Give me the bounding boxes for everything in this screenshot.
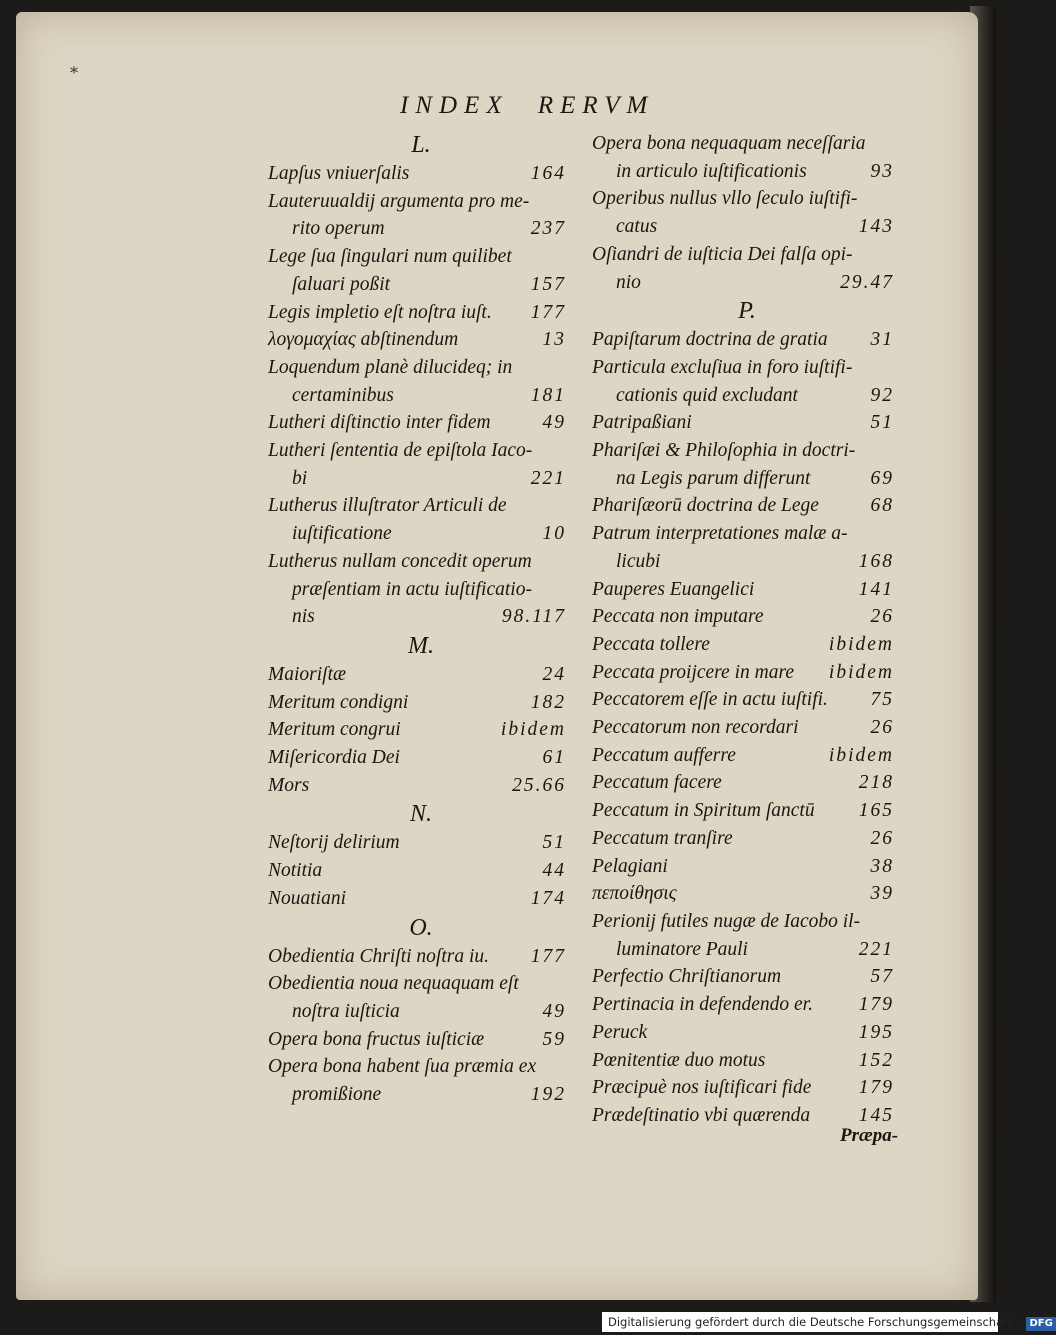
- entry-page-ref: 237: [530, 218, 566, 240]
- entry-text-line: Peccatum tranſire: [592, 827, 733, 849]
- entry-text-line: Lutherus illuſtrator Articuli de: [268, 495, 507, 517]
- catchword: Præpa-: [840, 1125, 899, 1146]
- entry-page-ref: 38: [870, 855, 894, 877]
- entry-page-ref: 141: [858, 578, 894, 600]
- section-letter: O.: [409, 914, 433, 941]
- entry-text-line: Præcipuè nos iuſtificari fide: [592, 1077, 812, 1099]
- entry-page-ref: 168: [858, 550, 894, 572]
- entry-text-line: Lutheri ſententia de epiſtola Iaco-: [268, 440, 533, 462]
- entry-text-line: Mors: [268, 774, 310, 796]
- entry-page-ref: 143: [858, 216, 894, 238]
- index-entry: [592, 326, 902, 354]
- entry-text-line: Pœnitentiæ duo motus: [592, 1049, 766, 1071]
- index-column-left: [268, 130, 574, 1109]
- index-entry: [592, 825, 902, 853]
- index-entry: [268, 409, 574, 437]
- entry-text-line: Nouatiani: [268, 887, 347, 909]
- entry-text-line: Perionij futiles nugæ de Iacobo il-: [592, 910, 861, 932]
- entry-text-line: Opera bona fructus iuſticiæ: [268, 1028, 485, 1050]
- entry-page-ref: 179: [858, 1077, 894, 1099]
- entry-text-line: Patripaßiani: [592, 412, 692, 434]
- entry-page-ref: 26: [870, 827, 894, 849]
- index-entry: [592, 576, 902, 604]
- entry-page-ref: 157: [530, 273, 566, 295]
- header-word-index: INDEX: [400, 92, 509, 119]
- entry-page-ref: 174: [530, 887, 566, 909]
- entry-text-line: Opera bona nequaquam neceſſaria: [592, 133, 866, 154]
- index-entry: [268, 492, 574, 547]
- entry-page-ref: 49: [542, 1000, 566, 1022]
- section-letter: L.: [411, 132, 431, 158]
- index-entry: [592, 659, 902, 687]
- entry-text-line: Peccatorum non recordari: [592, 717, 799, 739]
- entry-page-ref: 51: [870, 412, 894, 434]
- index-entry: [268, 1053, 574, 1108]
- entry-text-line: Obedientia noua nequaquam eſt: [268, 973, 519, 995]
- entry-text-line: Opera bona habent ſua præmia ex: [268, 1056, 537, 1078]
- entry-page-ref: 92: [870, 384, 894, 406]
- index-entry: [592, 1047, 902, 1075]
- entry-page-ref: 75: [870, 689, 894, 711]
- index-entry: [268, 548, 574, 631]
- entry-text-line: catus: [616, 216, 658, 238]
- entry-text-line: Loquendum planè dilucideq; in: [268, 356, 513, 378]
- entry-page-ref: 69: [870, 467, 894, 489]
- index-entry: [268, 772, 574, 800]
- entry-page-ref: ibidem: [500, 719, 566, 741]
- index-entry: [268, 829, 574, 857]
- entry-text-line: Obedientia Chriſti noſtra iu.: [268, 945, 490, 967]
- entry-page-ref: 49: [542, 412, 566, 434]
- index-column-right: [592, 130, 902, 1130]
- entry-text-line: Operibus nullus vllo ſeculo iuſtifi-: [592, 188, 858, 210]
- entry-text-line: Meritum congrui: [268, 719, 401, 741]
- entry-page-ref: 181: [530, 384, 566, 406]
- entry-page-ref: 61: [542, 747, 566, 769]
- index-entry: [268, 326, 574, 354]
- entry-text-line: Miſericordia Dei: [268, 747, 400, 769]
- entry-text-line: Oſiandri de iuſticia Dei falſa opi-: [592, 243, 853, 265]
- entry-text-line: Peccata proijcere in mare: [592, 661, 794, 683]
- entry-text-line: Particula excluſiua in foro iuſtifi-: [592, 356, 853, 378]
- index-entry: [592, 603, 902, 631]
- entry-text-line: Pertinacia in defendendo er.: [592, 994, 813, 1016]
- entry-text-line: nis: [292, 606, 315, 628]
- entry-page-ref: 29.47: [840, 271, 894, 293]
- index-entry: [268, 716, 574, 744]
- entry-text-line: Perfectio Chriſtianorum: [592, 966, 782, 988]
- entry-text-line: licubi: [616, 550, 661, 572]
- index-entry: [592, 1074, 902, 1102]
- entry-text-line: certaminibus: [292, 384, 394, 406]
- entry-page-ref: 145: [858, 1104, 894, 1126]
- entry-page-ref: 25.66: [512, 774, 566, 796]
- entry-page-ref: 51: [542, 832, 566, 854]
- entry-page-ref: 13: [542, 329, 566, 351]
- entry-text-line: Phariſæi & Philoſophia in doctri-: [592, 440, 856, 462]
- entry-text-line: Peccatorem eſſe in actu iuſtifi.: [592, 689, 828, 711]
- entry-page-ref: 182: [530, 691, 566, 713]
- index-entry: [592, 241, 902, 296]
- index-entry: [268, 160, 574, 188]
- entry-page-ref: 179: [858, 994, 894, 1016]
- entry-text-line: Legis impletio eſt noſtra iuſt.: [268, 301, 492, 323]
- entry-page-ref: 195: [858, 1021, 894, 1043]
- index-entry: [268, 243, 574, 298]
- index-entry: [268, 857, 574, 885]
- index-entry: [592, 714, 902, 742]
- entry-page-ref: 221: [530, 467, 566, 489]
- entry-text-line: Lutherus nullam concedit operum: [268, 550, 532, 572]
- entry-text-line: Lauteruualdij argumenta pro me-: [268, 190, 530, 212]
- entry-text-line: Neſtorij delirium: [268, 832, 400, 854]
- entry-text-line: Notitia: [268, 860, 323, 882]
- entry-page-ref: 98.117: [501, 606, 566, 628]
- index-entry: [592, 130, 902, 185]
- entry-text-line: Prædeſtinatio vbi quærenda: [592, 1104, 811, 1126]
- index-entry: [592, 797, 902, 825]
- index-entry: [268, 970, 574, 1025]
- entry-page-ref: 152: [858, 1049, 894, 1071]
- entry-text-line: Maioriſtæ: [268, 663, 347, 685]
- digitization-footer: [602, 1312, 1053, 1332]
- entry-text-line: Papiſtarum doctrina de gratia: [592, 329, 828, 351]
- index-entry: [268, 885, 574, 913]
- index-entry: [268, 661, 574, 689]
- entry-page-ref: 26: [870, 717, 894, 739]
- page-marker: ⁎: [70, 60, 78, 77]
- entry-page-ref: 68: [870, 495, 894, 517]
- index-entry: [592, 991, 902, 1019]
- index-entry: [592, 908, 902, 963]
- entry-page-ref: 57: [870, 966, 894, 988]
- entry-page-ref: 24: [542, 663, 566, 685]
- entry-text-line: Pelagiani: [592, 855, 668, 877]
- index-entry: [592, 1019, 902, 1047]
- entry-text-line: bi: [292, 467, 308, 489]
- index-entry: [268, 299, 574, 327]
- entry-page-ref: 177: [530, 301, 566, 323]
- index-entry: [268, 354, 574, 409]
- entry-text-line: in articulo iuſtificationis: [616, 160, 807, 182]
- index-entry: [268, 437, 574, 492]
- entry-text-line: λογομαχίας abſtinendum: [268, 329, 459, 351]
- index-entry: [592, 409, 902, 437]
- index-entry: [268, 689, 574, 717]
- entry-text-line: πεποίθησις: [592, 883, 677, 905]
- entry-text-line: noſtra iuſticia: [292, 1000, 400, 1022]
- index-entry: [268, 744, 574, 772]
- running-header: [400, 92, 760, 120]
- entry-text-line: cationis quid excludant: [616, 384, 798, 406]
- entry-page-ref: 10: [542, 523, 566, 545]
- index-entry: [592, 769, 902, 797]
- index-entry: [592, 631, 902, 659]
- footer-text: Digitalisierung gefördert durch die Deutsche Forschungsgemeinschaft ·: [608, 1315, 1019, 1329]
- section-letter: P.: [738, 298, 756, 325]
- index-entry: [592, 853, 902, 881]
- entry-page-ref: 218: [858, 772, 894, 794]
- entry-text-line: ſaluari poßit: [292, 273, 391, 295]
- index-entry: [592, 880, 902, 908]
- entry-page-ref: 165: [858, 800, 894, 822]
- entry-page-ref: ibidem: [828, 661, 894, 683]
- entry-page-ref: 93: [870, 160, 894, 182]
- entry-text-line: Meritum condigni: [268, 691, 409, 713]
- section-letter: N.: [409, 801, 432, 828]
- index-entry: [592, 520, 902, 575]
- entry-text-line: Lutheri diſtinctio inter fidem: [268, 412, 491, 434]
- entry-text-line: promißione: [292, 1084, 382, 1106]
- entry-text-line: Phariſæorū doctrina de Lege: [592, 495, 819, 517]
- entry-text-line: Peccatum aufferre: [592, 744, 736, 766]
- entry-page-ref: 192: [530, 1084, 566, 1106]
- header-word-rerum: RERVM: [537, 92, 655, 119]
- entry-text-line: Pauperes Euangelici: [592, 578, 755, 600]
- entry-text-line: luminatore Pauli: [616, 938, 748, 960]
- entry-text-line: Patrum interpretationes malæ a-: [592, 523, 848, 545]
- entry-text-line: Peccatum facere: [592, 772, 722, 794]
- index-entry: [592, 492, 902, 520]
- entry-text-line: Peruck: [592, 1021, 648, 1043]
- section-letter: M.: [408, 632, 434, 659]
- index-entry: [592, 686, 902, 714]
- index-entry: [268, 1026, 574, 1054]
- index-entry: [592, 354, 902, 409]
- index-entry: [592, 185, 902, 240]
- index-entry: [268, 943, 574, 971]
- entry-page-ref: 39: [870, 883, 894, 905]
- entry-page-ref: ibidem: [828, 633, 894, 655]
- entry-text-line: Lapſus vniuerſalis: [268, 163, 410, 184]
- entry-page-ref: 164: [530, 163, 566, 184]
- dfg-logo: DFG: [1026, 1317, 1055, 1331]
- entry-text-line: rito operum: [292, 218, 385, 240]
- entry-text-line: Peccata non imputare: [592, 606, 764, 628]
- entry-text-line: nio: [616, 271, 641, 293]
- entry-text-line: præſentiam in actu iuſtificatio-: [292, 578, 532, 600]
- entry-text-line: Peccatum in Spiritum ſanctū: [592, 800, 815, 822]
- entry-page-ref: 177: [530, 945, 566, 967]
- index-entry: [592, 963, 902, 991]
- entry-text-line: Lege ſua ſingulari num quilibet: [268, 246, 512, 268]
- entry-page-ref: 59: [542, 1028, 566, 1050]
- index-entry: [268, 188, 574, 243]
- index-entry: [592, 742, 902, 770]
- entry-text-line: iuſtificatione: [292, 523, 392, 545]
- entry-page-ref: 26: [870, 606, 894, 628]
- entry-text-line: Peccata tollere: [592, 633, 710, 655]
- entry-page-ref: 44: [542, 860, 566, 882]
- entry-page-ref: ibidem: [828, 744, 894, 766]
- entry-page-ref: 31: [870, 329, 894, 351]
- entry-text-line: na Legis parum differunt: [616, 467, 811, 489]
- index-entry: [592, 437, 902, 492]
- entry-page-ref: 221: [858, 938, 894, 960]
